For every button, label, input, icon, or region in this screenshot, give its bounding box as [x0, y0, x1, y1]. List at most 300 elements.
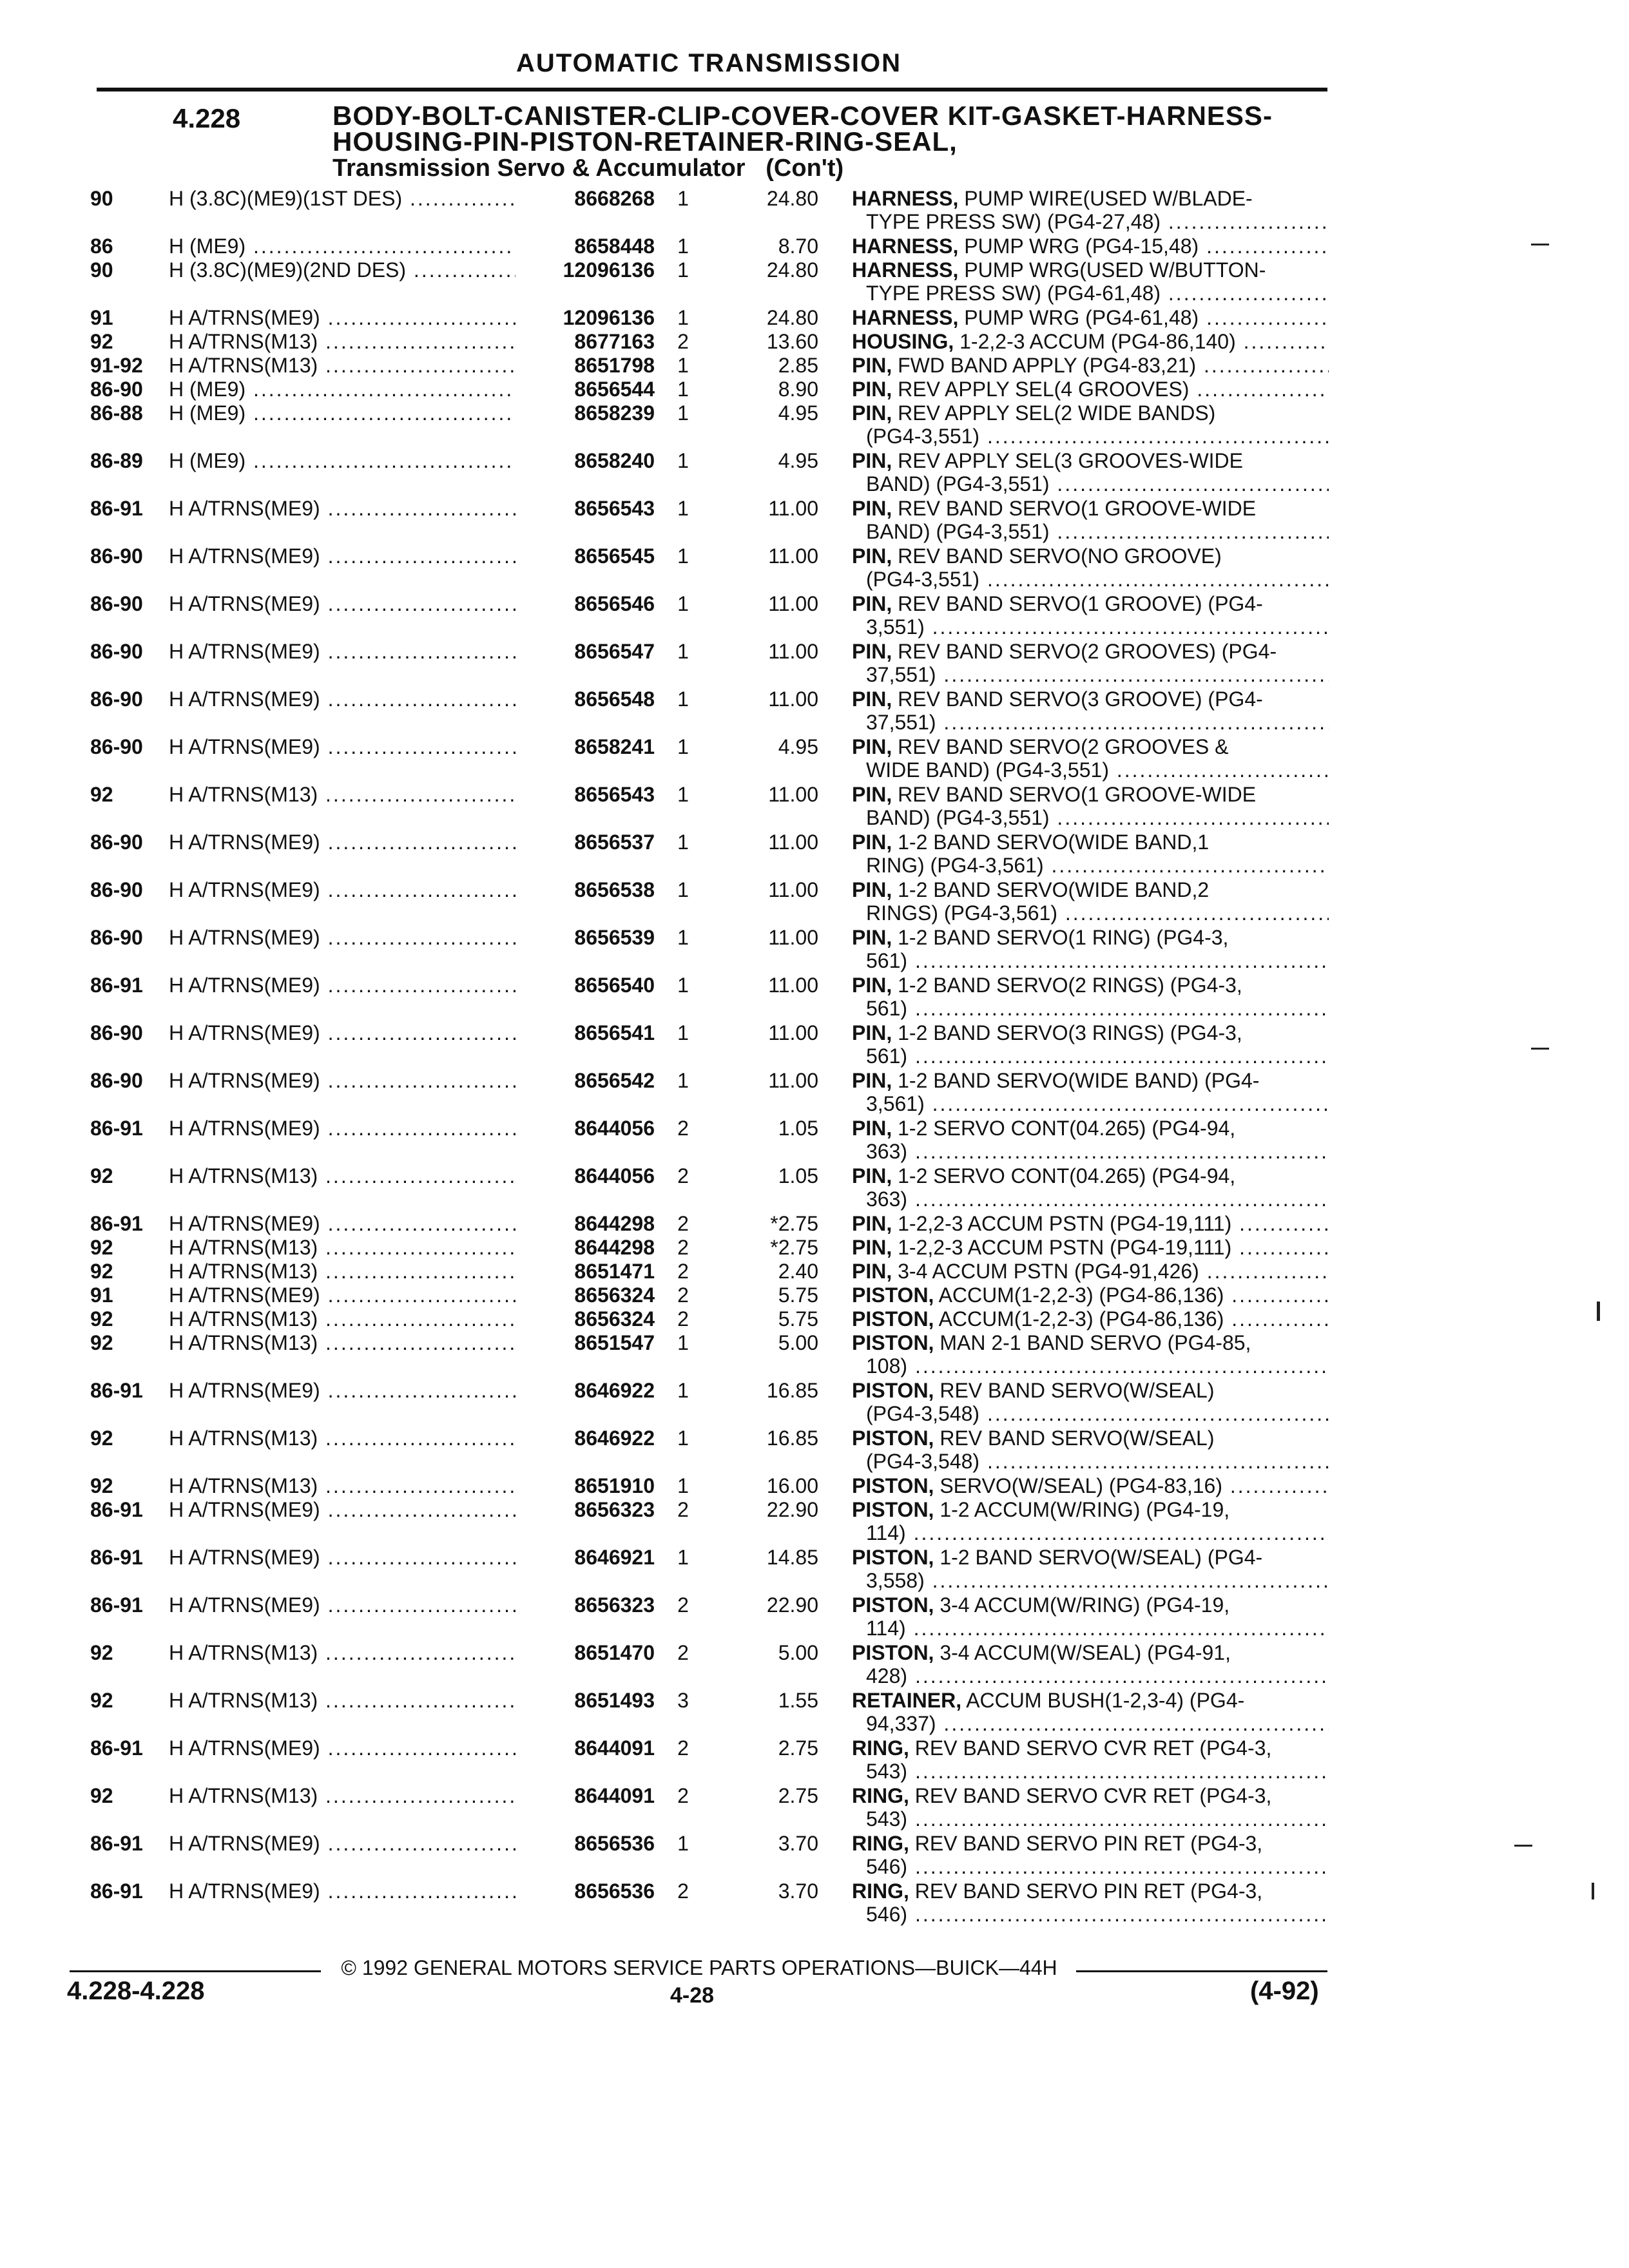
application: H A/TRNS(ME9) .....: [169, 1069, 526, 1092]
table-row: [0, 640, 1629, 687]
description-text: PUMP WRG (PG4-15,48): [964, 235, 1199, 258]
model-year: 86-90: [90, 640, 143, 663]
application: H A/TRNS(M13) .....: [169, 783, 526, 806]
price: 3.70: [778, 1832, 818, 1855]
description-continuation: BAND) (PG4-3,551) .....: [852, 806, 1329, 829]
application: H A/TRNS(ME9) .....: [169, 831, 526, 854]
part-name: RING,: [852, 1736, 909, 1760]
part-number: 8658241: [516, 735, 655, 758]
description: [852, 1784, 1329, 1831]
part-name: PIN,: [852, 544, 892, 568]
application: H (ME9) .....: [169, 401, 526, 425]
description-line: [852, 1283, 1329, 1307]
description-continuation: 561) .....: [852, 1044, 1329, 1068]
table-row: [0, 974, 1629, 1021]
application: H (3.8C)(ME9)(2ND DES) .....: [169, 258, 526, 282]
part-number: 8656324: [516, 1307, 655, 1331]
description-line: [852, 1331, 1329, 1354]
description: [852, 497, 1329, 543]
part-number: 8656538: [516, 878, 655, 901]
model-year: 92: [90, 1331, 113, 1354]
footer-rule-right: [1076, 1970, 1327, 1972]
model-year: 92: [90, 1689, 113, 1712]
table-row: [0, 1689, 1629, 1736]
description: [852, 1879, 1329, 1926]
margin-mark: [1514, 1845, 1532, 1847]
description-text: 1-2 BAND SERVO(W/SEAL) (PG4-: [940, 1546, 1263, 1569]
model-year: 86-91: [90, 1546, 143, 1569]
model-year: 86-91: [90, 1117, 143, 1140]
price: 1.05: [778, 1164, 818, 1187]
price: 11.00: [768, 974, 818, 997]
table-row: [0, 1784, 1629, 1832]
model-year: 86-91: [90, 1879, 143, 1903]
description-text: ACCUM(1-2,2-3) (PG4-86,136): [938, 1307, 1224, 1331]
description-line: [852, 1736, 1329, 1760]
description-continuation: TYPE PRESS SW) (PG4-61,48) .....: [852, 282, 1329, 305]
description: [852, 831, 1329, 877]
application: H A/TRNS(ME9) .....: [169, 878, 526, 901]
application: H A/TRNS(ME9) .....: [169, 592, 526, 615]
price: 2.75: [778, 1784, 818, 1807]
description: [852, 1164, 1329, 1211]
description-line: [852, 330, 1329, 353]
description-continuation: 37,551) .....: [852, 711, 1329, 734]
model-year: 86: [90, 235, 113, 258]
price: 3.70: [778, 1879, 818, 1903]
model-year: 86-90: [90, 592, 143, 615]
price: 8.90: [778, 378, 818, 401]
table-row: [0, 1879, 1629, 1927]
description: [852, 1427, 1329, 1473]
description-continuation: 114) .....: [852, 1521, 1329, 1544]
part-name: PIN,: [852, 974, 892, 997]
description-text: PUMP WRG (PG4-61,48): [964, 306, 1199, 329]
model-year: 86-90: [90, 1021, 143, 1044]
model-year: 92: [90, 330, 113, 353]
footer-rule-left: [70, 1970, 321, 1972]
description-continuation: BAND) (PG4-3,551) .....: [852, 520, 1329, 543]
description-line: [852, 1641, 1329, 1664]
description-text: REV BAND SERVO(W/SEAL): [940, 1379, 1215, 1402]
table-row: [0, 783, 1629, 831]
price: 2.75: [778, 1736, 818, 1760]
part-number: 8644091: [516, 1736, 655, 1760]
description-text: 1-2,2-3 ACCUM PSTN (PG4-19,111): [898, 1236, 1232, 1259]
description-text: REV BAND SERVO CVR RET (PG4-3,: [914, 1736, 1272, 1760]
model-year: 92: [90, 1260, 113, 1283]
description-text: REV BAND SERVO(NO GROOVE): [898, 544, 1222, 568]
application: H (ME9) .....: [169, 449, 526, 472]
margin-mark: [1592, 1883, 1594, 1899]
quantity: 2: [677, 1283, 689, 1307]
part-name: RETAINER,: [852, 1689, 962, 1712]
description: [852, 354, 1329, 377]
application: H A/TRNS(ME9) .....: [169, 1736, 526, 1760]
description-text: 1-2 BAND SERVO(WIDE BAND,2: [898, 878, 1210, 901]
description: [852, 1689, 1329, 1735]
price: *2.75: [770, 1212, 818, 1235]
part-name: HARNESS,: [852, 235, 959, 258]
model-year: 91-92: [90, 354, 143, 377]
description-line: [852, 306, 1329, 329]
description-text: 1-2,2-3 ACCUM PSTN (PG4-19,111): [898, 1212, 1232, 1235]
description-line: [852, 831, 1329, 854]
part-number: 8656323: [516, 1593, 655, 1617]
application: H A/TRNS(M13) .....: [169, 1260, 526, 1283]
model-year: 90: [90, 187, 113, 210]
application: H A/TRNS(M13) .....: [169, 1641, 526, 1664]
part-number: 8656547: [516, 640, 655, 663]
description-line: [852, 1069, 1329, 1092]
part-number: 8656548: [516, 687, 655, 711]
description-continuation: BAND) (PG4-3,551) .....: [852, 472, 1329, 495]
part-name: PIN,: [852, 1236, 892, 1259]
description: [852, 974, 1329, 1020]
description: [852, 592, 1329, 639]
description-text: 1-2 BAND SERVO(WIDE BAND,1: [898, 831, 1210, 854]
description: [852, 401, 1329, 448]
description-continuation: 94,337) .....: [852, 1712, 1329, 1735]
description-text: 3-4 ACCUM(W/SEAL) (PG4-91,: [940, 1641, 1231, 1664]
model-year: 86-91: [90, 497, 143, 520]
quantity: 1: [677, 1832, 689, 1855]
part-name: PISTON,: [852, 1379, 934, 1402]
description-text: REV BAND SERVO PIN RET (PG4-3,: [914, 1832, 1263, 1855]
description-line: [852, 1236, 1329, 1259]
part-name: PIN,: [852, 687, 892, 711]
description: [852, 783, 1329, 829]
model-year: 86-91: [90, 1832, 143, 1855]
table-row: [0, 1021, 1629, 1069]
part-number: 12096136: [516, 306, 655, 329]
part-name: PIN,: [852, 878, 892, 901]
application: H A/TRNS(ME9) .....: [169, 1379, 526, 1402]
application: H A/TRNS(ME9) .....: [169, 1546, 526, 1569]
application: H A/TRNS(ME9) .....: [169, 640, 526, 663]
model-year: 92: [90, 1307, 113, 1331]
quantity: 1: [677, 258, 689, 282]
quantity: 1: [677, 974, 689, 997]
model-year: 86-90: [90, 378, 143, 401]
model-year: 86-89: [90, 449, 143, 472]
part-number: 8656537: [516, 831, 655, 854]
part-name: HOUSING,: [852, 330, 954, 353]
application: H A/TRNS(M13) .....: [169, 1236, 526, 1259]
part-number: 8656323: [516, 1498, 655, 1521]
description-continuation: 428) .....: [852, 1664, 1329, 1687]
description-continuation: RING) (PG4-3,561) .....: [852, 854, 1329, 877]
price: 4.95: [778, 401, 818, 425]
model-year: 86-91: [90, 1736, 143, 1760]
part-name: HARNESS,: [852, 187, 959, 210]
description-line: [852, 187, 1329, 210]
description-text: 1-2 BAND SERVO(1 RING) (PG4-3,: [898, 926, 1229, 949]
part-number: 8651798: [516, 354, 655, 377]
part-number: 8646922: [516, 1427, 655, 1450]
description: [852, 1736, 1329, 1783]
part-name: PIN,: [852, 1212, 892, 1235]
description-line: [852, 235, 1329, 258]
price: 24.80: [766, 258, 818, 282]
part-number: 8644056: [516, 1164, 655, 1187]
price: 24.80: [766, 187, 818, 210]
quantity: 3: [677, 1689, 689, 1712]
table-row: [0, 1427, 1629, 1474]
part-name: PIN,: [852, 831, 892, 854]
description-text: REV BAND SERVO(1 GROOVE) (PG4-: [898, 592, 1263, 615]
part-number: 8651471: [516, 1260, 655, 1283]
price: 16.85: [766, 1379, 818, 1402]
description: [852, 1260, 1329, 1283]
description: [852, 1832, 1329, 1878]
quantity: 1: [677, 926, 689, 949]
part-number: 8644298: [516, 1212, 655, 1235]
description-line: [852, 544, 1329, 568]
footer-copyright: © 1992 GENERAL MOTORS SERVICE PARTS OPERATIONS—BUICK—44H: [341, 1956, 1057, 1979]
price: 16.00: [766, 1474, 818, 1497]
part-name: HARNESS,: [852, 306, 959, 329]
table-row: [0, 258, 1629, 306]
section-title: BODY-BOLT-CANISTER-CLIP-COVER-COVER KIT-GASKET-HARNESS-HOUSING-PIN-PISTON-RETAINER-RING-SEAL,: [333, 101, 1273, 157]
application: H A/TRNS(M13) .....: [169, 1164, 526, 1187]
description-text: REV BAND SERVO(1 GROOVE-WIDE: [898, 783, 1257, 806]
part-number: 8656540: [516, 974, 655, 997]
part-number: 8646922: [516, 1379, 655, 1402]
part-name: PIN,: [852, 497, 892, 520]
application: H A/TRNS(ME9) .....: [169, 1117, 526, 1140]
quantity: 1: [677, 1021, 689, 1044]
description: [852, 1212, 1329, 1235]
quantity: 1: [677, 354, 689, 377]
description-line: [852, 1832, 1329, 1855]
model-year: 86-91: [90, 1212, 143, 1235]
description-text: 1-2 BAND SERVO(WIDE BAND) (PG4-: [898, 1069, 1260, 1092]
application: H A/TRNS(ME9) .....: [169, 974, 526, 997]
part-number: 12096136: [516, 258, 655, 282]
quantity: 2: [677, 1498, 689, 1521]
description-line: [852, 1427, 1329, 1450]
quantity: 1: [677, 592, 689, 615]
model-year: 90: [90, 258, 113, 282]
model-year: 91: [90, 1283, 113, 1307]
application: H A/TRNS(ME9) .....: [169, 735, 526, 758]
part-name: PIN,: [852, 592, 892, 615]
quantity: 1: [677, 831, 689, 854]
quantity: 1: [677, 1427, 689, 1450]
description-line: [852, 1117, 1329, 1140]
description-continuation: 3,551) .....: [852, 615, 1329, 639]
description: [852, 1307, 1329, 1331]
table-row: [0, 1307, 1629, 1331]
part-name: PIN,: [852, 378, 892, 401]
margin-mark: [1531, 1048, 1549, 1050]
model-year: 86-90: [90, 735, 143, 758]
quantity: 2: [677, 1212, 689, 1235]
table-row: [0, 735, 1629, 783]
part-number: 8656546: [516, 592, 655, 615]
description: [852, 1021, 1329, 1068]
description-text: REV APPLY SEL(4 GROOVES): [898, 378, 1190, 401]
table-row: [0, 330, 1629, 354]
table-row: [0, 878, 1629, 926]
description-text: REV BAND SERVO(W/SEAL): [940, 1427, 1215, 1450]
part-number: 8658240: [516, 449, 655, 472]
description-text: REV BAND SERVO PIN RET (PG4-3,: [914, 1879, 1263, 1903]
model-year: 86-91: [90, 1498, 143, 1521]
description-text: SERVO(W/SEAL) (PG4-83,16): [940, 1474, 1222, 1497]
description-continuation: TYPE PRESS SW) (PG4-27,48) .....: [852, 210, 1329, 233]
page-header-title: AUTOMATIC TRANSMISSION: [516, 49, 902, 77]
price: 14.85: [766, 1546, 818, 1569]
application: H A/TRNS(M13) .....: [169, 354, 526, 377]
model-year: 86-90: [90, 687, 143, 711]
description-text: 3-4 ACCUM PSTN (PG4-91,426): [898, 1260, 1199, 1283]
description-line: [852, 1498, 1329, 1521]
description-text: MAN 2-1 BAND SERVO (PG4-85,: [940, 1331, 1251, 1354]
description-line: [852, 687, 1329, 711]
price: 11.00: [768, 640, 818, 663]
table-row: [0, 1283, 1629, 1307]
section-subtitle: [333, 155, 843, 182]
description-line: [852, 926, 1329, 949]
description-text: 1-2,2-3 ACCUM (PG4-86,140): [959, 330, 1236, 353]
description: [852, 378, 1329, 401]
quantity: 1: [677, 187, 689, 210]
table-row: [0, 1236, 1629, 1260]
quantity: 1: [677, 449, 689, 472]
application: H A/TRNS(ME9) .....: [169, 1498, 526, 1521]
description-text: ACCUM BUSH(1-2,3-4) (PG4-: [966, 1689, 1245, 1712]
description-line: [852, 449, 1329, 472]
application: H A/TRNS(M13) .....: [169, 1784, 526, 1807]
description-text: ACCUM(1-2,2-3) (PG4-86,136): [938, 1283, 1224, 1307]
price: 11.00: [768, 831, 818, 854]
footer-page-number: 4-28: [670, 1983, 715, 2008]
application: H A/TRNS(ME9) .....: [169, 306, 526, 329]
footer-date-code: (4-92): [1250, 1977, 1319, 2005]
description: [852, 735, 1329, 782]
part-name: PIN,: [852, 1164, 892, 1187]
part-name: PIN,: [852, 354, 892, 377]
quantity: 2: [677, 1236, 689, 1259]
quantity: 1: [677, 306, 689, 329]
quantity: 1: [677, 544, 689, 568]
section-number: 4.228: [173, 103, 241, 133]
table-row: [0, 1260, 1629, 1283]
quantity: 1: [677, 878, 689, 901]
price: 16.85: [766, 1427, 818, 1450]
description-text: PUMP WRG(USED W/BUTTON-: [964, 258, 1266, 282]
quantity: 1: [677, 1546, 689, 1569]
description-continuation: WIDE BAND) (PG4-3,551) .....: [852, 758, 1329, 782]
price: 2.85: [778, 354, 818, 377]
quantity: 1: [677, 1331, 689, 1354]
description-continuation: 546) .....: [852, 1903, 1329, 1926]
part-name: PISTON,: [852, 1331, 934, 1354]
description-line: [852, 1212, 1329, 1235]
part-name: PISTON,: [852, 1474, 934, 1497]
description: [852, 1117, 1329, 1163]
price: 11.00: [768, 544, 818, 568]
application: H (ME9) .....: [169, 378, 526, 401]
price: 4.95: [778, 735, 818, 758]
description-text: REV BAND SERVO CVR RET (PG4-3,: [914, 1784, 1272, 1807]
description: [852, 187, 1329, 233]
description-text: 3-4 ACCUM(W/RING) (PG4-19,: [940, 1593, 1230, 1617]
price: 5.75: [778, 1283, 818, 1307]
model-year: 92: [90, 1236, 113, 1259]
table-row: [0, 401, 1629, 449]
description-line: [852, 1307, 1329, 1331]
model-year: 92: [90, 1164, 113, 1187]
part-name: RING,: [852, 1832, 909, 1855]
part-name: PIN,: [852, 1260, 892, 1283]
application: H A/TRNS(M13) .....: [169, 1307, 526, 1331]
description-text: 1-2 SERVO CONT(04.265) (PG4-94,: [898, 1164, 1236, 1187]
table-row: [0, 306, 1629, 330]
description: [852, 258, 1329, 305]
description: [852, 1546, 1329, 1592]
description-text: REV APPLY SEL(2 WIDE BANDS): [898, 401, 1216, 425]
part-name: RING,: [852, 1879, 909, 1903]
application: H A/TRNS(M13) .....: [169, 1474, 526, 1497]
table-row: [0, 1069, 1629, 1117]
description-line: [852, 878, 1329, 901]
description-continuation: 543) .....: [852, 1807, 1329, 1831]
part-name: PIN,: [852, 449, 892, 472]
part-number: 8668268: [516, 187, 655, 210]
margin-mark: [1597, 1302, 1600, 1321]
table-row: [0, 1117, 1629, 1164]
table-row: [0, 1331, 1629, 1379]
price: 11.00: [768, 783, 818, 806]
part-number: 8656542: [516, 1069, 655, 1092]
description: [852, 1593, 1329, 1640]
part-name: PISTON,: [852, 1498, 934, 1521]
description-line: [852, 783, 1329, 806]
part-number: 8656324: [516, 1283, 655, 1307]
description: [852, 1283, 1329, 1307]
model-year: 86-91: [90, 974, 143, 997]
description-text: 1-2 BAND SERVO(3 RINGS) (PG4-3,: [898, 1021, 1242, 1044]
part-name: PISTON,: [852, 1427, 934, 1450]
parts-list: [0, 187, 1629, 1927]
part-number: 8658239: [516, 401, 655, 425]
description-text: REV BAND SERVO(2 GROOVES &: [898, 735, 1229, 758]
description-line: [852, 1260, 1329, 1283]
part-number: 8644091: [516, 1784, 655, 1807]
price: 2.40: [778, 1260, 818, 1283]
table-row: [0, 354, 1629, 378]
price: 11.00: [768, 687, 818, 711]
description-line: [852, 592, 1329, 615]
description: [852, 544, 1329, 591]
model-year: 86-91: [90, 1379, 143, 1402]
description: [852, 330, 1329, 353]
quantity: 1: [677, 378, 689, 401]
quantity: 2: [677, 1641, 689, 1664]
part-number: 8644298: [516, 1236, 655, 1259]
description-text: REV BAND SERVO(1 GROOVE-WIDE: [898, 497, 1257, 520]
part-name: PISTON,: [852, 1593, 934, 1617]
description-text: 1-2 BAND SERVO(2 RINGS) (PG4-3,: [898, 974, 1242, 997]
part-number: 8644056: [516, 1117, 655, 1140]
description-continuation: 3,561) .....: [852, 1092, 1329, 1115]
description: [852, 1331, 1329, 1378]
quantity: 2: [677, 1879, 689, 1903]
description: [852, 1641, 1329, 1687]
